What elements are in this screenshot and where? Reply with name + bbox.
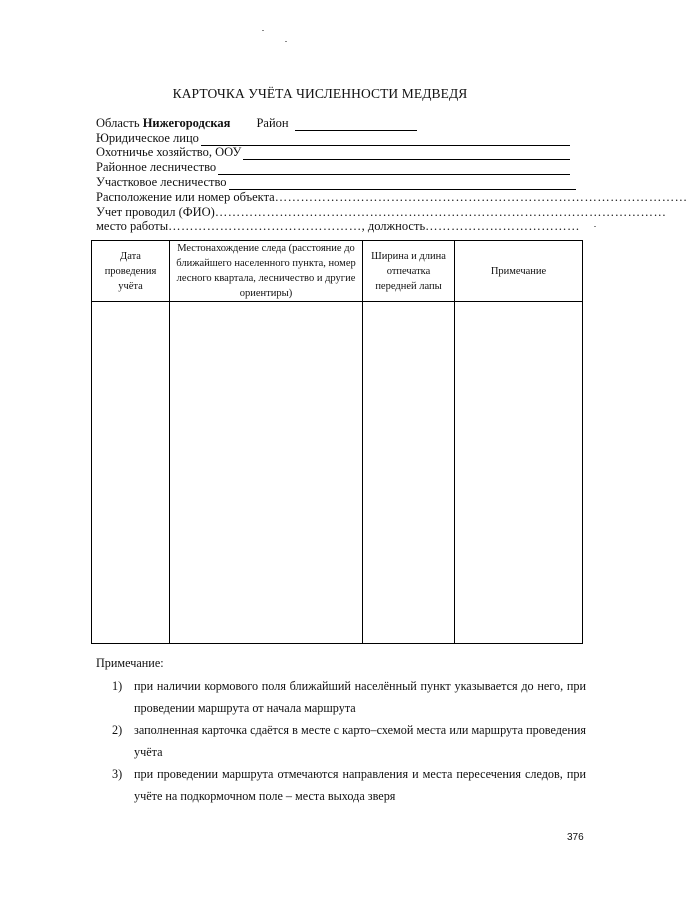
note-number: 1) [112,679,123,693]
district-forestry-input-line[interactable] [218,163,570,175]
note-item [112,719,586,763]
location-dots[interactable]: …………………………………………………………………………………… [274,189,688,204]
card-title: КАРТОЧКА УЧЁТА ЧИСЛЕННОСТИ МЕДВЕДЯ [172,86,468,101]
oblast-label: Область [96,115,140,130]
page-number: 376 [567,832,584,843]
col-notes: Примечание [455,241,583,302]
field-workplace [96,219,580,235]
workplace-label: место работы [96,219,169,234]
location-cell[interactable] [170,302,363,644]
workplace-dots[interactable]: ……………………………………… [168,219,362,234]
note-item [112,763,586,807]
col-location: Местонахождение следа (расстояние до ближайшего населенного пункта, номер лесного квартала, лесничество и другие ориентиры) [170,241,363,302]
header-fields [96,115,688,234]
section-forestry-label: Участковое лесничество [96,174,227,189]
scan-speck [262,30,264,31]
legal-entity-input-line[interactable] [201,134,570,146]
note-text: при наличии кормового поля ближайший населённый пункт указывается до него, при проведении маршрута от начала маршрута [134,679,586,715]
field-hunting-farm [96,146,576,161]
note-text: при проведении маршрута отмечаются направления и места пересечения следов, при учёте на подкормочном поле – места выхода зверя [134,767,586,803]
note-number: 3) [112,767,123,781]
field-district-forestry [96,160,576,175]
hunting-farm-input-line[interactable] [243,148,570,160]
oblast-value: Нижегородская [142,115,231,130]
counter-label: Учет проводил (ФИО) [96,204,215,219]
position-dots[interactable]: ……………………………… [425,219,580,234]
table-row [92,302,583,644]
section-forestry-input-line[interactable] [229,178,576,190]
field-location [96,189,688,205]
scan-speck [594,226,596,227]
notes-heading: Примечание: [96,656,164,670]
field-legal-entity [96,131,576,146]
notes-cell[interactable] [455,302,583,644]
note-text: заполненная карточка сдаётся в месте с карто–схемой места или маршрута проведения учёта [134,723,586,759]
rayon-input-line[interactable] [295,119,417,131]
field-oblast [96,116,576,131]
date-cell[interactable] [92,302,170,644]
hunting-farm-label: Охотничье хозяйство, ООУ [96,145,242,160]
counter-dots[interactable]: …………………………………………………………………………………………… [214,204,667,219]
note-item [112,675,586,719]
scan-speck [285,41,287,42]
location-label: Расположение или номер объекта [96,189,275,204]
note-number: 2) [112,723,123,737]
district-forestry-label: Районное лесничество [96,160,217,175]
field-counter [96,204,667,220]
position-label: , должность [361,219,426,234]
table-header-row [92,241,583,302]
legal-entity-label: Юридическое лицо [96,130,199,145]
field-section-forestry [96,175,576,190]
rayon-label: Район [256,115,289,130]
col-paw-size: Ширина и длина отпечатка передней лапы [363,241,455,302]
notes-section [96,656,586,807]
col-date: Дата проведения учёта [92,241,170,302]
paw-size-cell[interactable] [363,302,455,644]
count-table [91,240,583,644]
